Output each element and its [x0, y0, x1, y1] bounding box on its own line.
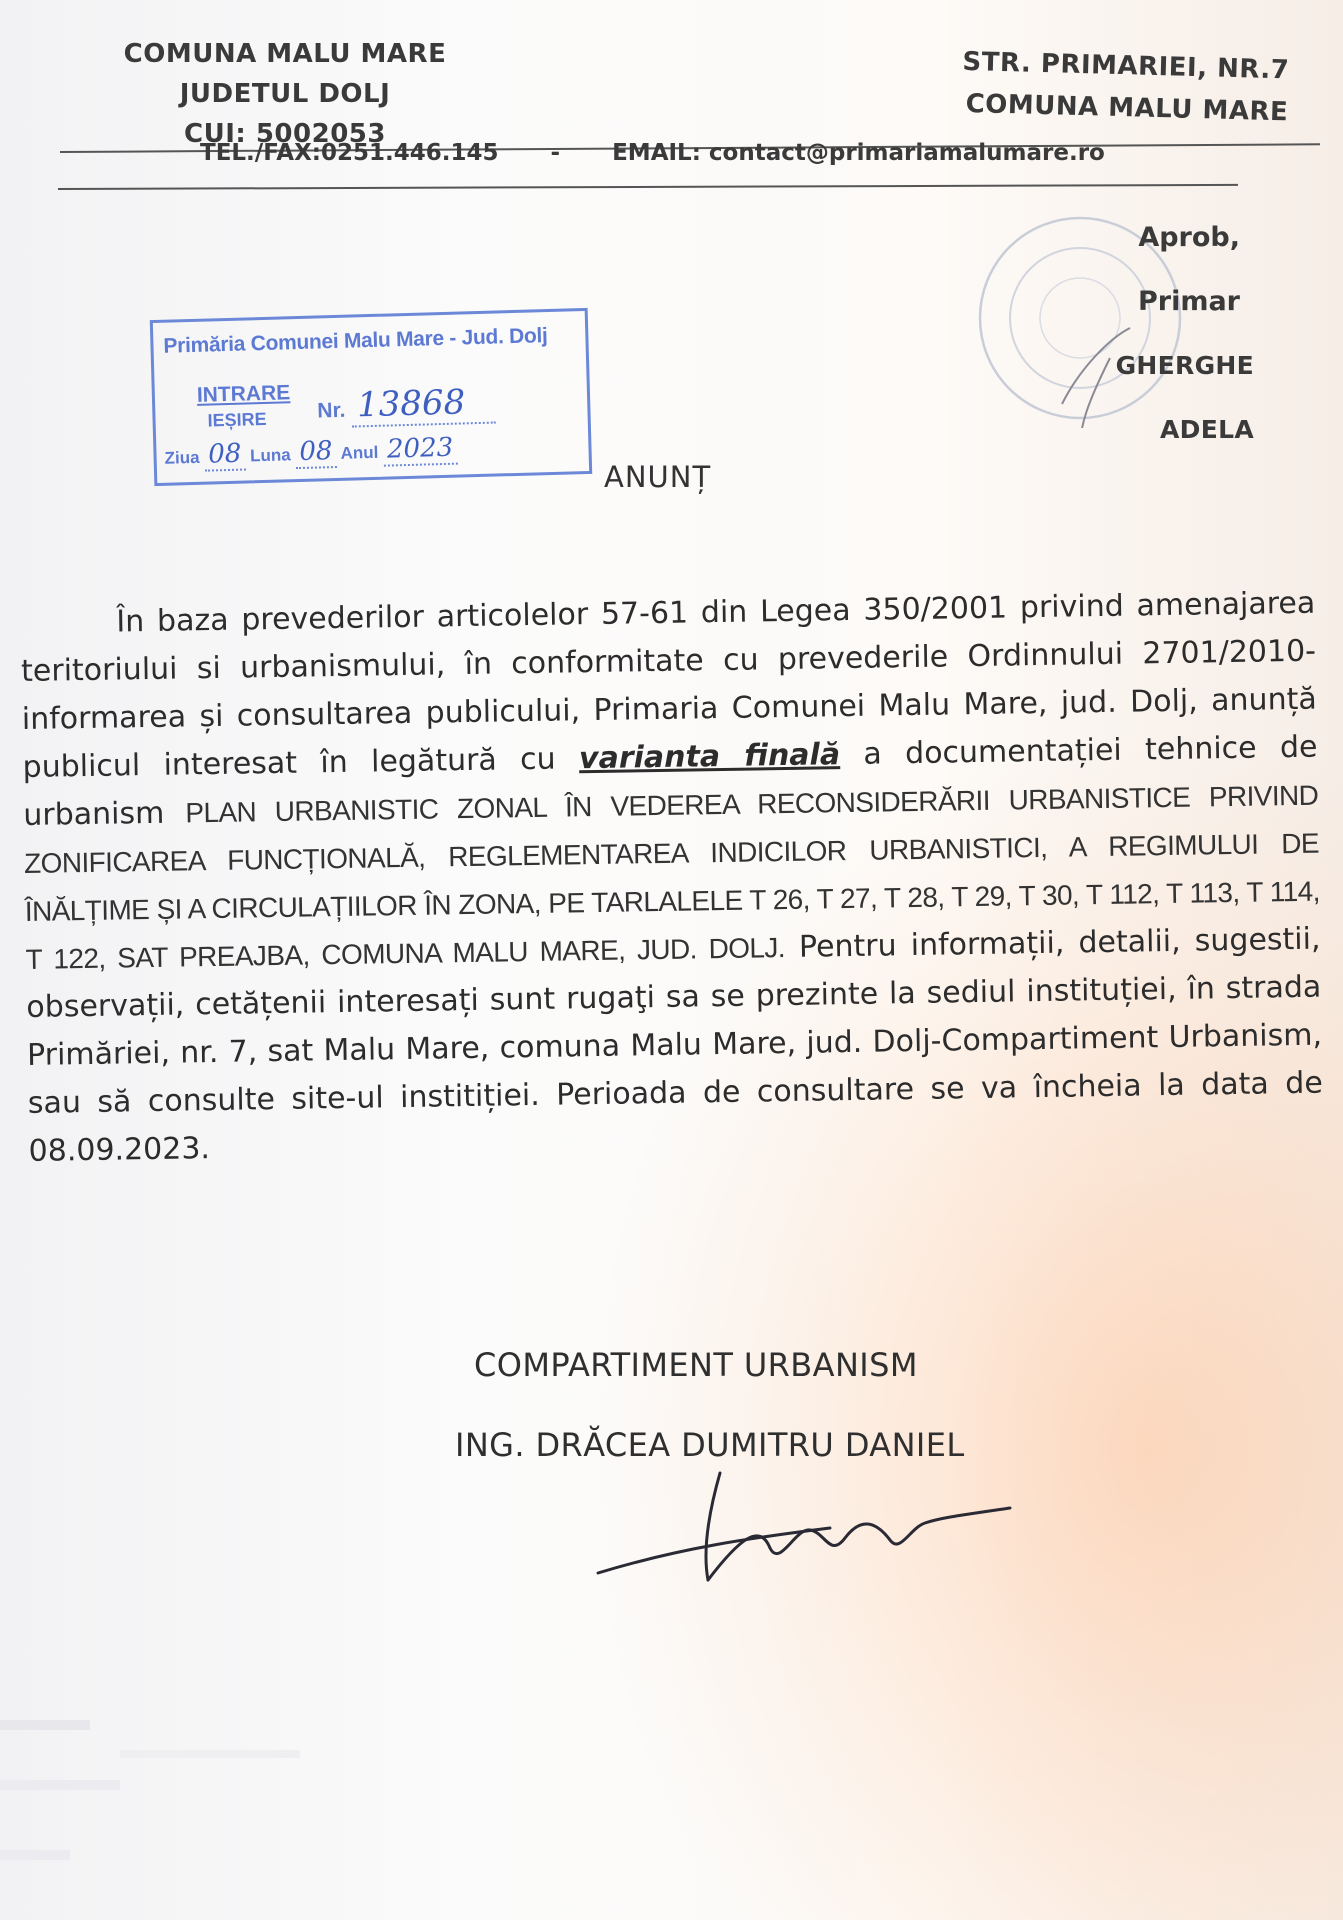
stamp-year-value: 2023: [383, 433, 458, 467]
stamp-year-label: Anul: [340, 442, 379, 463]
body-part-3: Pentru informații, detalii, sugestii, observații, cetățenii interesați sunt rugaţi sa se prezinte la sediul instituției, în strada Primăriei, nr. 7, sat Malu Mare, comuna Malu Mare, jud. Dolj-Compartiment Urbanism, sau să consulte site-ul institiției. Perioada de consultare se va încheia la data de 08.09.2023.: [26, 921, 1324, 1169]
institution-header: [100, 34, 470, 154]
body-emphasis: varianta finală: [578, 737, 841, 777]
stamp-date-row: [164, 433, 457, 471]
signature-department: COMPARTIMENT URBANISM: [474, 1346, 918, 1384]
stamp-iesire: IEȘIRE: [207, 408, 267, 431]
stamp-nr-value: 13868: [351, 382, 496, 428]
stamp-month-label: Luna: [249, 445, 291, 466]
plan-title: PLAN URBANISTIC ZONAL ÎN VEDEREA RECONSIDERĂRII URBANISTICE PRIVIND ZONIFICAREA FUNCȚIONALĂ, REGLEMENTAREA INDICILOR URBANISTICI, A REGIMULUI DE ÎNĂLȚIME ȘI A CIRCULAȚIILOR ÎN ZONA, PE TARLALELE T 26, T 27, T 28, T 29, T 30, T 112, T 113, T 114, T 122, SAT PREAJBA, COMUNA MALU MARE, JUD. DOLJ.: [23, 779, 1320, 975]
approve-label: Aprob,: [1138, 222, 1240, 253]
mayor-name: GHERGHE ADELA: [1115, 351, 1254, 444]
document-title: ANUNȚ: [604, 460, 712, 494]
body-part-2: a documentației tehnice de urbanism: [23, 729, 1318, 833]
registration-stamp: [150, 308, 592, 486]
contact-line: [200, 140, 1105, 166]
stamp-day-label: Ziua: [164, 447, 200, 468]
stamp-title: Primăria Comunei Malu Mare - Jud. Dolj: [163, 324, 548, 358]
header-rule-bottom: [58, 184, 1238, 190]
bleed-through-marks: [0, 1700, 420, 1920]
handwritten-signature-icon: [590, 1468, 1020, 1598]
address-header: [928, 40, 1290, 133]
header-street: STR. PRIMARIEI, NR.7: [962, 46, 1290, 86]
contact-separator: -: [550, 140, 561, 166]
stamp-intrare: INTRARE: [196, 381, 291, 407]
stamp-day-value: 08: [204, 439, 246, 472]
header-county: JUDETUL DOLJ: [179, 79, 391, 109]
header-commune: COMUNA MALU MARE: [123, 39, 447, 69]
signature-name: ING. DRĂCEA DUMITRU DANIEL: [455, 1426, 965, 1464]
stamp-month-value: 08: [295, 436, 337, 469]
stamp-number-row: [317, 382, 496, 427]
header-commune-right: COMUNA MALU MARE: [965, 88, 1289, 128]
announcement-body: [20, 580, 1324, 1176]
stamp-nr-label: Nr.: [317, 398, 346, 423]
phone-fax: TEL./FAX:0251.446.145: [200, 140, 499, 166]
email-address: EMAIL: contact@primariamalumare.ro: [612, 140, 1105, 166]
mayor-role: Primar: [1137, 286, 1240, 317]
approval-block: [1070, 206, 1254, 462]
header-cui: CUI: 5002053: [184, 119, 386, 149]
body-part-1: În baza prevederilor articolelor 57-61 din Legea 350/2001 privind amenajarea teritoriului si urbanismului, în conformitate cu prevederile Ordinnului 2701/2010-informarea și consultarea publicului, Primaria Comunei Malu Mare, jud. Dolj, anunță publicul interesat în legătură cu: [20, 585, 1317, 785]
